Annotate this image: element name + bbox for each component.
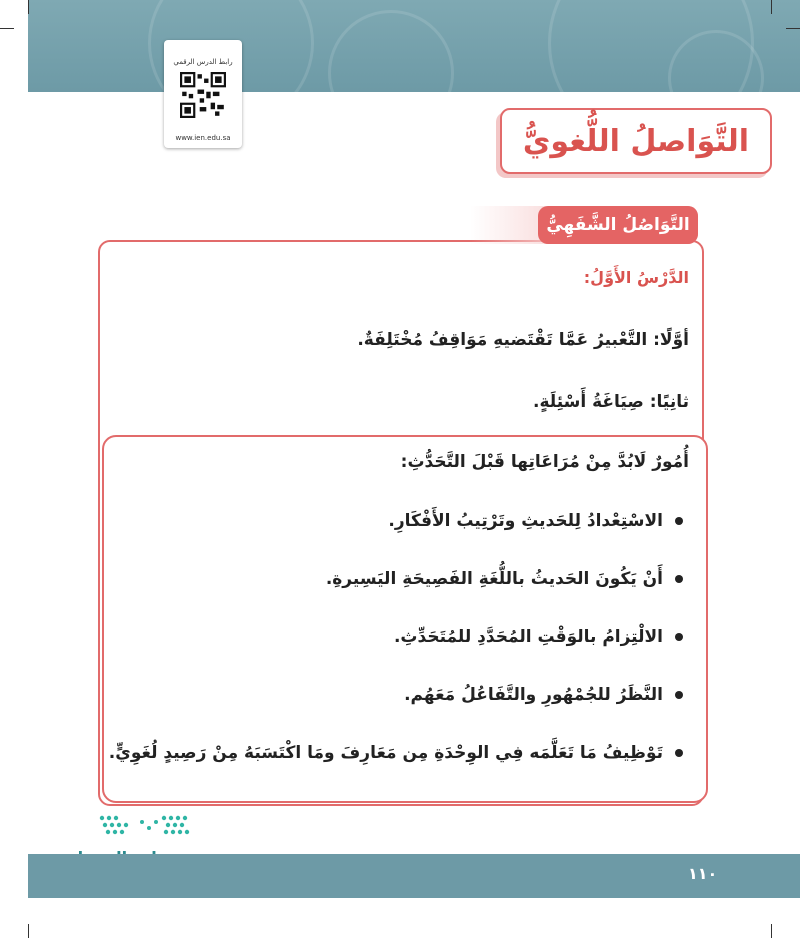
bullet-icon: [675, 691, 683, 699]
bullet-icon: [675, 633, 683, 641]
list-item-text: تَوْظِيفُ مَا تَعَلَّمَه فِي الوِحْدَةِ مِن مَعَارِفَ ومَا اكْتَسَبَهُ مِنْ رَصِيدٍ لُغَوِيٍّ.: [108, 743, 663, 763]
list-item: [169, 674, 689, 732]
bullet-icon: [675, 749, 683, 757]
crop-mark: [28, 0, 29, 14]
guidelines-heading: أُمُورٌ لَابُدَّ مِنْ مُرَاعَاتِها قَبْلَ التَّحَدُّثِ:: [400, 452, 689, 472]
crop-mark: [771, 0, 772, 14]
qr-card[interactable]: [164, 40, 242, 148]
qr-title: رابط الدرس الرقمي: [173, 58, 233, 66]
section-title: التَّوَاصُلُ الشَّفَهِيُّ: [538, 206, 698, 244]
section-header: [470, 206, 698, 244]
list-item: [169, 500, 689, 558]
list-item: [169, 558, 689, 616]
bullet-icon: [675, 575, 683, 583]
list-item-text: الالْتِزامُ بالوَقْتِ المُحَدَّدِ للمُتَحَدِّثِ.: [393, 627, 663, 647]
point-first: أوَّلًا: التَّعْبيرُ عَمَّا تَقْتَضيهِ مَوَاقِفُ مُخْتَلِفَةٌ.: [357, 330, 689, 350]
list-item: [169, 616, 689, 674]
crop-mark: [771, 924, 772, 938]
crop-mark: [28, 924, 29, 938]
page-title: التَّوَاصلُ اللُّغويُّ: [522, 123, 750, 159]
footer-band: [28, 854, 800, 898]
guidelines-list: [108, 500, 689, 790]
qr-url[interactable]: www.ien.edu.sa: [175, 134, 231, 142]
list-item: [108, 732, 689, 790]
header-band: [28, 0, 800, 92]
footer-margin: [0, 898, 800, 938]
title-box: [500, 108, 772, 174]
qr-code-icon: [180, 72, 226, 118]
bullet-icon: [675, 517, 683, 525]
lesson-label: الدَّرْسُ الأَوَّلُ:: [583, 268, 689, 287]
list-item-text: النَّظَرُ للجُمْهُورِ والتَّفَاعُلُ مَعَهُم.: [404, 685, 663, 705]
page-number: ١١٠: [688, 864, 718, 883]
list-item-text: أَنْ يَكُونَ الحَديثُ باللُّغَةِ الفَصِيحَةِ اليَسِيرةِ.: [325, 569, 663, 589]
crop-mark: [786, 28, 800, 29]
crop-mark: [0, 28, 14, 29]
list-item-text: الاسْتِعْدادُ لِلحَديثِ وتَرْتِيبُ الأَفْكَارِ.: [388, 511, 663, 531]
ministry-dots-icon: [94, 812, 194, 838]
point-second: ثانِيًا: صِيَاغَةُ أَسْئِلَةٍ.: [533, 392, 689, 412]
